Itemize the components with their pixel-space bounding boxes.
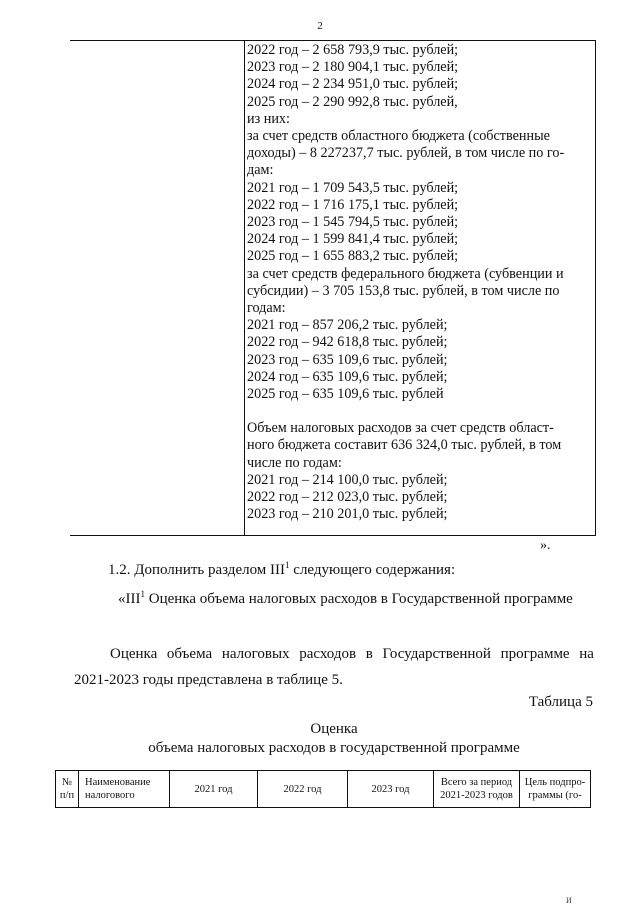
section-heading-title: Оценка объема налоговых расходов в Государственной программе [145,591,573,607]
header-name [79,771,170,808]
funding-line: доходы) – 8 227237,7 тыс. рублей, в том числе по го- [247,145,565,162]
footer-mark: И [566,896,572,905]
tax-line: Объем налоговых расходов за счет средств област- [247,420,554,437]
funding-lines [247,42,592,403]
funding-line: 2025 год – 635 109,6 тыс. рублей [247,386,444,403]
intro-word: налоговых [221,646,290,662]
spacer [247,403,592,420]
header-number-line2: п/п [59,790,75,801]
tax-line: 2023 год – 210 201,0 тыс. рублей; [247,506,448,523]
tax-line: числе по годам: [247,454,342,471]
table-title-line1: Оценка [310,721,358,737]
table-title [0,720,640,758]
funding-line: за счет средств областного бюджета (собственные [247,128,550,145]
funding-line: 2022 год – 2 658 793,9 тыс. рублей; [247,42,459,58]
upper-table-divider [244,40,245,535]
funding-line: за счет средств федерального бюджета (субвенции и [247,265,564,282]
intro-word: расходов [299,646,357,662]
header-name-line1: Наименование [85,777,151,788]
header-number [56,771,79,808]
header-2023: 2023 год [348,771,434,808]
funding-cell [247,42,592,523]
section-heading-start: «III [118,591,141,607]
section-heading [118,591,573,608]
header-2022: 2022 год [258,771,348,808]
header-2021: 2021 год [170,771,258,808]
intro-word: объема [166,646,213,662]
funding-line: субсидии) – 3 705 153,8 тыс. рублей, в том числе по [247,282,560,299]
intro-word: в [365,646,373,662]
amendment-text-end: следующего содержания: [289,562,456,578]
table-header-row [56,771,591,808]
intro-word: программе [500,646,570,662]
header-total [434,771,520,808]
funding-line: 2023 год – 2 180 904,1 тыс. рублей; [247,59,459,76]
funding-line: 2021 год – 1 709 543,5 тыс. рублей; [247,179,459,196]
tax-line: ного бюджета составит 636 324,0 тыс. рублей, в том [247,437,562,454]
intro-word: Оценка [110,646,158,662]
header-goal-line2: граммы (го- [528,790,582,801]
header-total-line2: 2021-2023 годов [440,790,513,801]
funding-line: дам: [247,162,274,179]
tax-expense-table [55,770,591,808]
amendment-text: 1.2. Дополнить разделом III [108,562,286,578]
funding-line: 2023 год – 1 545 794,5 тыс. рублей; [247,214,459,231]
header-number-line1: № [61,777,73,788]
amendment-superscript: 1 [285,560,290,570]
table-caption: Таблица 5 [528,694,593,710]
intro-word: на [579,646,594,662]
funding-line: годам: [247,300,286,317]
header-goal-line1: Цель подпро- [524,777,586,788]
funding-line: 2025 год – 1 655 883,2 тыс. рублей; [247,248,459,265]
funding-line: 2024 год – 2 234 951,0 тыс. рублей; [247,76,459,93]
funding-line: 2025 год – 2 290 992,8 тыс. рублей, [247,93,458,110]
funding-line: 2024 год – 635 109,6 тыс. рублей; [247,368,448,385]
closing-quote: ». [540,538,551,553]
tax-line: 2022 год – 212 023,0 тыс. рублей; [247,489,448,506]
intro-paragraph-line1 [74,641,594,667]
amendment-line [108,562,455,579]
funding-line: из них: [247,110,290,127]
intro-paragraph [74,641,594,693]
funding-line: 2022 год – 942 618,8 тыс. рублей; [247,334,448,351]
tax-expense-lines [247,420,592,523]
funding-line: 2021 год – 857 206,2 тыс. рублей; [247,317,448,334]
header-total-line1: Всего за период [440,777,513,788]
funding-line: 2024 год – 1 599 841,4 тыс. рублей; [247,231,459,248]
page-number: 2 [317,20,323,32]
header-goal [520,771,591,808]
intro-paragraph-line2: 2021-2023 годы представлена в таблице 5. [74,672,343,688]
intro-word: Государственной [382,646,491,662]
section-heading-superscript: 1 [140,589,145,599]
funding-line: 2023 год – 635 109,6 тыс. рублей; [247,351,448,368]
header-name-line2: налогового [85,790,135,801]
tax-line: 2021 год – 214 100,0 тыс. рублей; [247,471,448,488]
table-title-line2: объема налоговых расходов в государственной программе [148,740,520,756]
funding-line: 2022 год – 1 716 175,1 тыс. рублей; [247,196,459,213]
